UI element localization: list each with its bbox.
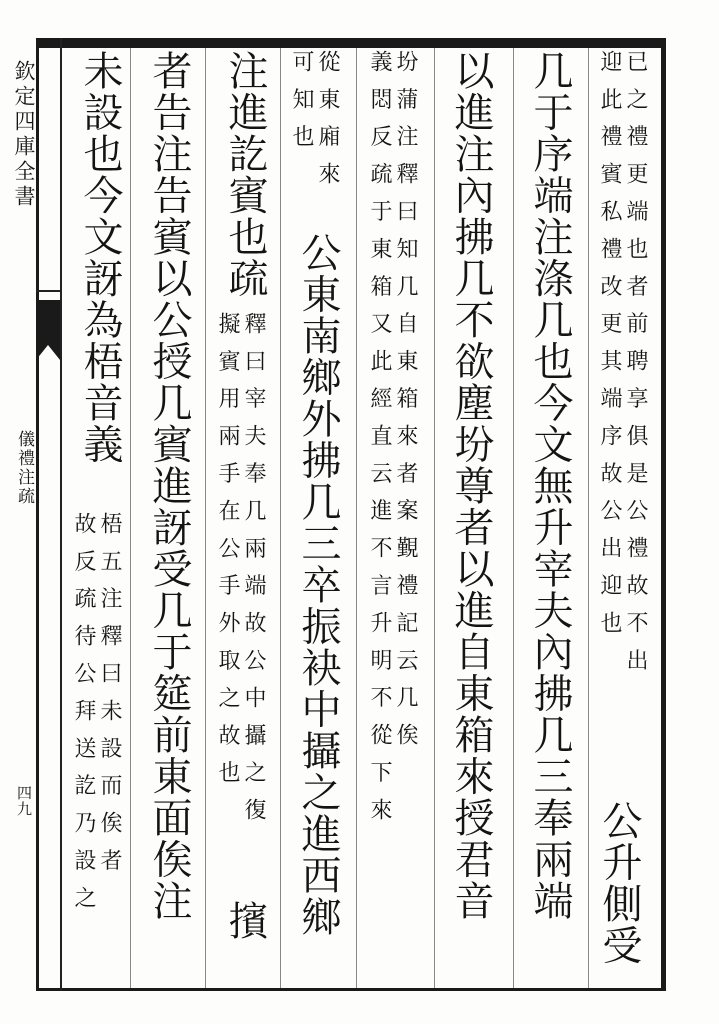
- annotation-line: 已之禮更端也者前聘享俱是公禮故不出: [623, 50, 648, 686]
- text-column-5: [366, 50, 418, 835]
- page-frame-top: [38, 38, 665, 48]
- text-column-13: 未設也今文訝為梧音義: [77, 50, 123, 465]
- column-rule: [356, 48, 357, 988]
- annotation-line: 可知也: [289, 50, 314, 163]
- text-column-3: 几于序端注涤几也今文無升宰夫內拂几三奉兩端: [527, 50, 573, 922]
- annotation-line: 義悶反疏于東箱又此經直云進不言升明不從下來: [367, 50, 392, 836]
- column-rule: [513, 48, 514, 988]
- annotation-line: 釋曰宰夫奉几兩端故公中攝之復: [241, 312, 266, 836]
- text-column-12: [70, 512, 122, 923]
- column-rule: [280, 48, 281, 988]
- annotation-line: 故反疏待公拜送訖乃設之: [71, 512, 96, 924]
- annotation-line: 迎此禮賓私禮改更其端序故公出迎也: [597, 50, 622, 649]
- column-rule: [205, 48, 206, 988]
- page-frame-bottom: [36, 988, 665, 991]
- text-column-1: [596, 50, 648, 686]
- margin-tick: [36, 290, 60, 292]
- annotation-line: 梧五注釋曰未設而俟者: [97, 512, 122, 886]
- margin-page-number: 四九: [15, 785, 33, 817]
- page-frame-right: [661, 38, 666, 991]
- text-column-9: 擯: [222, 900, 268, 942]
- annotation-line: 從東廂來: [315, 50, 340, 200]
- text-column-10: 注進訖賓也疏: [222, 50, 268, 299]
- fishtail-mark: [36, 300, 60, 360]
- text-column-6: [288, 50, 340, 200]
- text-column-7: 公東南鄉外拂几三卒振袂中攝之進西鄉: [295, 232, 341, 938]
- column-rule: [130, 48, 131, 988]
- column-rule: [434, 48, 435, 988]
- margin-book-title: 儀禮注疏: [14, 430, 34, 506]
- text-column-2: 公升側受: [596, 800, 642, 966]
- margin-collection-title: 欽定四庫全書: [12, 60, 36, 210]
- page-frame-left: [36, 38, 39, 991]
- annotation-line: 坋蒲注釋曰知几自東箱來者案覲禮記云几俟: [393, 50, 418, 761]
- column-rule: [588, 48, 589, 988]
- text-column-11: 者告注告賓以公授几賓進訝受几于筵前東面俟注: [146, 50, 192, 922]
- text-column-8: [214, 312, 266, 836]
- annotation-line: 擬賓用兩手在公手外取之故也: [215, 312, 240, 799]
- text-column-4: 以進注內拂几不欲塵坋尊者以進自東箱來授君音: [448, 50, 494, 922]
- margin-rule: [60, 38, 62, 991]
